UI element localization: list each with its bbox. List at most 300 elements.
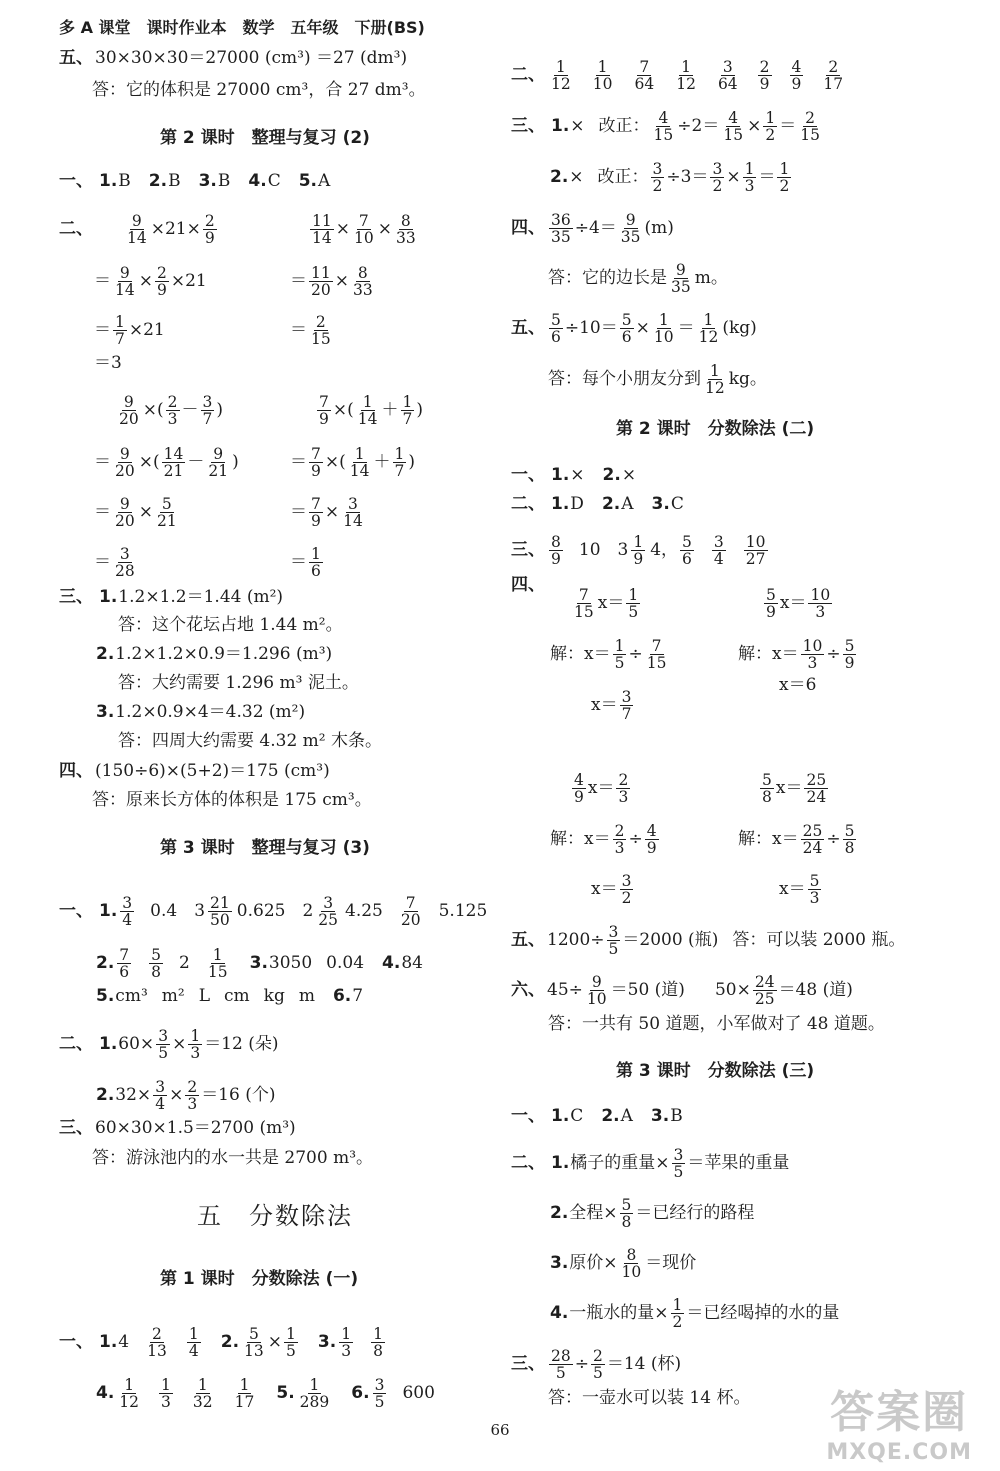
denominator: 7	[621, 705, 632, 724]
numerator: 9	[591, 973, 602, 991]
numerator: 3	[608, 923, 619, 941]
math-text: ÷4＝	[574, 217, 617, 238]
answer-line	[94, 496, 181, 530]
math-text: 答：它的体积是 27000 cm³，合 27 dm³。	[92, 80, 426, 100]
fraction	[549, 1348, 573, 1382]
fraction	[620, 873, 634, 907]
denominator: 9	[844, 654, 855, 673]
math-text: L	[198, 986, 210, 1006]
fraction	[591, 59, 615, 93]
question-marker: 三、	[511, 115, 545, 136]
math-text: ＝	[779, 115, 797, 136]
fraction	[113, 496, 137, 530]
denominator: 2	[712, 177, 723, 196]
math-text: 改正：	[597, 166, 649, 187]
fraction	[373, 1377, 387, 1411]
lesson-heading	[616, 420, 814, 440]
fraction	[672, 1147, 686, 1181]
fraction	[316, 895, 340, 929]
math-text: ＝50 (道)	[610, 979, 685, 1000]
numerator: 3	[621, 688, 632, 706]
math-text: )	[216, 399, 224, 420]
denominator: 64	[634, 75, 655, 94]
math-text: 60×	[118, 1033, 155, 1054]
answer-line	[59, 1028, 279, 1062]
denominator: 33	[395, 229, 416, 248]
fraction	[549, 59, 573, 93]
math-text: ＝	[290, 451, 307, 472]
fraction	[758, 59, 772, 93]
math-text: )	[408, 451, 416, 472]
fraction	[166, 394, 180, 428]
fraction	[652, 312, 676, 346]
denominator: 2	[779, 177, 790, 196]
denominator: 5	[555, 1364, 566, 1383]
numerator: 7	[651, 637, 662, 655]
math-text: ＝16 (个)	[201, 1084, 276, 1105]
numerator: 9	[131, 212, 142, 230]
question-marker: 一、	[59, 171, 93, 191]
fraction	[620, 689, 634, 723]
answer-line	[92, 987, 363, 1007]
denominator: 21	[156, 512, 177, 531]
math-text: 1.2×1.2×0.9＝1.296 (m³)	[115, 644, 333, 664]
denominator: 5	[374, 1393, 385, 1412]
numerator: 25	[806, 771, 827, 789]
math-text: 答：它的边长是	[548, 267, 667, 288]
item-number: 5.	[96, 986, 115, 1006]
math-text: ＝	[290, 270, 307, 291]
answer-line	[308, 213, 420, 247]
numerator: 1	[309, 1376, 320, 1394]
answer-line	[118, 674, 359, 694]
item-number: 2.	[96, 1084, 115, 1105]
math-text: kg。	[728, 368, 767, 389]
denominator: 12	[705, 379, 725, 398]
denominator: 32	[192, 1393, 213, 1412]
math-text: D	[570, 494, 584, 514]
math-text: ×	[267, 1331, 283, 1352]
fraction	[117, 394, 141, 428]
math-text: ×	[334, 270, 349, 291]
math-text: 答：原来长方体的体积是 175 cm³。	[92, 790, 372, 810]
fraction	[645, 638, 669, 672]
question-marker: 五、	[511, 317, 545, 338]
math-text: B	[217, 171, 231, 191]
fraction	[208, 895, 232, 929]
fraction	[125, 213, 149, 247]
math-text: ×	[747, 115, 762, 136]
math-text: 4	[118, 1331, 130, 1352]
numerator: 8	[551, 533, 561, 551]
fraction	[309, 446, 323, 480]
denominator: 3	[614, 839, 625, 858]
denominator: 21	[163, 462, 184, 481]
denominator: 3	[744, 177, 755, 196]
answer-line	[511, 534, 770, 568]
math-text: 改正：	[598, 115, 650, 136]
answer-line	[290, 314, 335, 348]
denominator: 33	[352, 281, 373, 300]
item-number: 1.	[99, 587, 118, 607]
item-number: 1.	[99, 1033, 118, 1054]
fraction	[821, 59, 845, 93]
answer-line	[92, 1149, 373, 1169]
fraction	[113, 546, 137, 580]
numerator: 1	[628, 586, 639, 604]
fraction	[309, 546, 323, 580]
numerator: 1	[373, 1325, 383, 1343]
denominator: 6	[311, 562, 321, 581]
question-marker: 二、	[511, 64, 545, 85]
fraction	[619, 212, 643, 246]
math-text: ＝	[94, 551, 111, 572]
math-text: 1.2×0.9×4＝4.32 (m²)	[115, 702, 306, 722]
math-text: ÷	[574, 1353, 589, 1374]
page-number: 66	[490, 1421, 510, 1439]
numerator: 2	[204, 212, 215, 230]
math-text: m	[298, 986, 315, 1006]
math-text: C	[670, 494, 684, 514]
math-text: 45÷	[547, 979, 583, 1000]
math-text: C	[570, 1106, 584, 1126]
item-number: 6.	[332, 986, 352, 1006]
denominator: 14	[349, 462, 370, 481]
math-text: 一瓶水的量×	[569, 1302, 669, 1323]
answer-line	[92, 645, 332, 665]
watermark-logo	[826, 1376, 972, 1465]
denominator: 6	[682, 550, 692, 569]
answer-line	[570, 772, 632, 806]
fraction	[626, 587, 640, 621]
answer-line	[94, 546, 139, 580]
numerator: 9	[625, 211, 636, 229]
math-text: 第 3 课时 整理与复习 (3)	[160, 838, 370, 858]
numerator: 21	[210, 894, 230, 912]
denominator: 15	[800, 126, 820, 145]
numerator: 1	[394, 445, 405, 463]
denominator: 20	[311, 281, 331, 300]
fraction	[145, 1326, 169, 1360]
math-text: ×21	[128, 319, 165, 340]
math-text: x＝	[597, 592, 625, 613]
denominator: 8	[373, 1342, 383, 1361]
chapter-heading	[197, 1203, 353, 1231]
denominator: 3	[190, 1044, 201, 1063]
fraction	[613, 638, 627, 672]
fraction	[620, 312, 634, 346]
denominator: 15	[574, 603, 594, 622]
fraction	[572, 587, 596, 621]
denominator: 2	[652, 177, 663, 196]
item-number: 2.	[96, 952, 115, 973]
denominator: 5	[158, 1044, 169, 1063]
numerator: 1	[633, 533, 644, 551]
denominator: 35	[671, 278, 691, 297]
denominator: 35	[620, 228, 641, 247]
denominator: 13	[147, 1342, 167, 1361]
math-text: ＝已经喝掉的水的量	[686, 1302, 840, 1323]
math-text: x＝	[779, 592, 807, 613]
math-text: ×	[621, 465, 637, 485]
item-number: 3.	[96, 702, 115, 722]
denominator: 10	[653, 328, 674, 347]
numerator: 9	[675, 261, 686, 279]
fraction	[351, 265, 375, 299]
question-marker: 一、	[59, 900, 93, 921]
math-text: －	[181, 399, 199, 420]
numerator: 2	[167, 393, 178, 411]
denominator: 5	[608, 940, 619, 959]
fraction	[613, 823, 627, 857]
numerator: 2	[592, 1347, 603, 1365]
denominator: 5	[628, 603, 639, 622]
answer-line	[92, 1377, 435, 1411]
whole-part: 2	[302, 900, 314, 921]
fraction	[153, 1079, 167, 1113]
numerator: 5	[844, 637, 855, 655]
denominator: 10	[621, 1263, 642, 1282]
item-number: 1.	[551, 465, 570, 485]
math-text: 答：四周大约需要 4.32 m² 木条。	[118, 731, 382, 751]
item-number: 3.	[317, 1331, 337, 1352]
item-number: 3.	[550, 1252, 569, 1273]
fraction	[309, 314, 333, 348]
denominator: 7	[402, 410, 413, 429]
math-text: 3050	[268, 952, 313, 973]
answer-line	[548, 363, 767, 397]
answer-line	[290, 496, 367, 530]
math-text: 全程×	[569, 1202, 618, 1223]
watermark-text: 答案圈	[830, 1387, 969, 1438]
denominator: 5	[286, 1342, 296, 1361]
numerator: 1	[672, 1296, 683, 1314]
math-text: ×	[324, 501, 340, 522]
numerator: 1	[597, 58, 608, 76]
fraction	[117, 1377, 141, 1411]
fraction	[549, 534, 563, 568]
answer-line	[118, 616, 343, 636]
denominator: 6	[551, 328, 561, 347]
answer-line	[511, 495, 684, 515]
question-marker: 三、	[511, 1353, 545, 1374]
fraction	[317, 394, 331, 428]
numerator: 1	[779, 160, 790, 178]
math-text: 2	[179, 952, 190, 973]
question-marker: 三、	[511, 539, 545, 560]
answer-line	[511, 59, 847, 93]
numerator: 3	[323, 894, 334, 912]
math-text: ＋	[381, 399, 399, 420]
numerator: 9	[213, 445, 224, 463]
math-text: ×21	[170, 270, 207, 291]
lesson-heading	[160, 839, 370, 859]
question-marker: 一、	[511, 465, 545, 485]
math-text: ＝2000 (瓶)	[622, 929, 719, 950]
answer-line	[550, 823, 661, 857]
numerator: 1	[124, 1376, 135, 1394]
answer-line	[570, 587, 642, 621]
denominator: 14	[127, 229, 147, 248]
denominator: 15	[207, 963, 228, 982]
denominator: 8	[621, 1213, 632, 1232]
question-marker: 三、	[59, 587, 93, 607]
denominator: 3	[618, 788, 629, 807]
item-number: 3.	[198, 171, 217, 191]
item-number: 4.	[550, 1302, 569, 1323]
math-text: cm³	[115, 986, 148, 1006]
fraction	[669, 262, 693, 296]
fraction	[155, 496, 179, 530]
numerator: 7	[311, 495, 321, 513]
math-text: ×21×	[150, 218, 201, 239]
denominator: 9	[574, 788, 584, 807]
denominator: 12	[119, 1393, 140, 1412]
fraction	[401, 394, 415, 428]
denominator: 3	[815, 603, 826, 622]
fraction	[155, 265, 169, 299]
numerator: 1	[286, 1325, 296, 1343]
numerator: 4	[658, 109, 669, 127]
numerator: 3	[722, 58, 733, 76]
math-text: B	[118, 171, 131, 191]
item-number: 2.	[601, 1106, 620, 1126]
item-number: 5.	[298, 171, 317, 191]
denominator: 12	[676, 75, 696, 94]
numerator: 9	[119, 264, 130, 282]
answer-line	[591, 873, 635, 907]
denominator: 5	[614, 654, 625, 673]
fraction	[620, 1247, 644, 1281]
math-text: ÷10＝	[564, 317, 618, 338]
denominator: 10	[353, 229, 374, 248]
math-text: ＝	[758, 166, 776, 187]
fraction	[801, 823, 825, 857]
math-text: B	[670, 1106, 683, 1126]
numerator: 7	[358, 212, 369, 230]
denominator: 9	[633, 550, 644, 569]
item-number: 1.	[99, 900, 118, 921]
math-text: 解：x＝	[738, 828, 799, 849]
mixed-number	[618, 534, 648, 568]
numerator: 3	[122, 894, 133, 912]
numerator: 1	[354, 445, 365, 463]
denominator: 17	[234, 1393, 255, 1412]
math-text: 1200÷	[547, 929, 605, 950]
denominator: 3	[161, 1393, 171, 1412]
fraction	[549, 212, 573, 246]
math-text: 原价×	[569, 1252, 618, 1273]
math-text: ×(	[138, 451, 160, 472]
answer-line	[546, 1247, 696, 1281]
denominator: 9	[319, 410, 329, 429]
math-text: 30×30×30＝27000 (cm³) ＝27 (dm³)	[95, 48, 408, 68]
denominator: 7	[202, 410, 213, 429]
answer-line	[511, 1147, 789, 1181]
question-marker: 四、	[511, 575, 545, 595]
math-text: ÷2＝	[677, 115, 720, 136]
math-text: 答：这个花坛占地 1.44 m²。	[118, 615, 343, 635]
fraction	[721, 110, 745, 144]
answer-line	[290, 446, 415, 480]
numerator: 11	[311, 264, 331, 282]
answer-line	[548, 1015, 885, 1035]
numerator: 2	[614, 822, 625, 840]
numerator: 1	[658, 311, 669, 329]
math-text: 600	[402, 1382, 435, 1403]
lesson-heading	[616, 1062, 814, 1082]
fraction	[298, 1377, 332, 1411]
fraction	[242, 1326, 266, 1360]
fraction	[356, 394, 380, 428]
question-marker: 四、	[511, 217, 545, 238]
numerator: 10	[745, 533, 766, 551]
math-text: )	[232, 451, 239, 472]
denominator: 28	[115, 562, 135, 581]
numerator: 25	[802, 822, 823, 840]
numerator: 1	[362, 393, 373, 411]
answer-line	[92, 1079, 276, 1113]
answer-line	[779, 873, 823, 907]
question-marker: 五、	[59, 48, 93, 68]
numerator: 1	[197, 1376, 208, 1394]
math-text: 4.25	[345, 900, 383, 921]
fraction	[201, 394, 215, 428]
numerator: 7	[639, 58, 650, 76]
answer-line	[779, 676, 816, 696]
denominator: 14	[115, 281, 135, 300]
denominator: 2	[621, 889, 632, 908]
fraction	[159, 1377, 173, 1411]
math-text: 答：大约需要 1.296 m³ 泥土。	[118, 673, 359, 693]
numerator: 8	[357, 264, 368, 282]
math-text: x＝	[591, 694, 618, 715]
math-text: ＋	[373, 451, 391, 472]
math-text: ×	[335, 218, 350, 239]
answer-line	[546, 1197, 754, 1231]
numerator: 5	[621, 311, 632, 329]
answer-line	[511, 212, 674, 246]
fraction	[843, 823, 857, 857]
question-marker: 一、	[59, 1331, 93, 1352]
numerator: 3	[155, 1078, 166, 1096]
numerator: 1	[703, 311, 714, 329]
math-text: ＝	[94, 270, 111, 291]
numerator: 36	[551, 211, 571, 229]
denominator: 2	[765, 126, 776, 145]
fraction	[309, 265, 333, 299]
numerator: 1	[239, 1376, 250, 1394]
numerator: 1	[681, 58, 691, 76]
denominator: 9	[551, 550, 561, 569]
math-text: x＝	[775, 777, 803, 798]
denominator: 4	[713, 550, 724, 569]
math-text: ＝	[677, 317, 695, 338]
answer-line	[548, 262, 728, 296]
answer-line	[94, 354, 122, 374]
numerator: 1	[402, 393, 413, 411]
math-text: 答：游泳池内的水一共是 2700 m³。	[92, 1148, 374, 1168]
denominator: 9	[766, 603, 776, 622]
numerator: 1	[614, 637, 625, 655]
fraction	[710, 161, 724, 195]
numerator: 2	[759, 58, 770, 76]
denominator: 12	[551, 75, 571, 94]
fraction	[804, 772, 828, 806]
fraction	[120, 895, 134, 929]
answer-line	[59, 49, 407, 69]
denominator: 20	[400, 911, 421, 930]
